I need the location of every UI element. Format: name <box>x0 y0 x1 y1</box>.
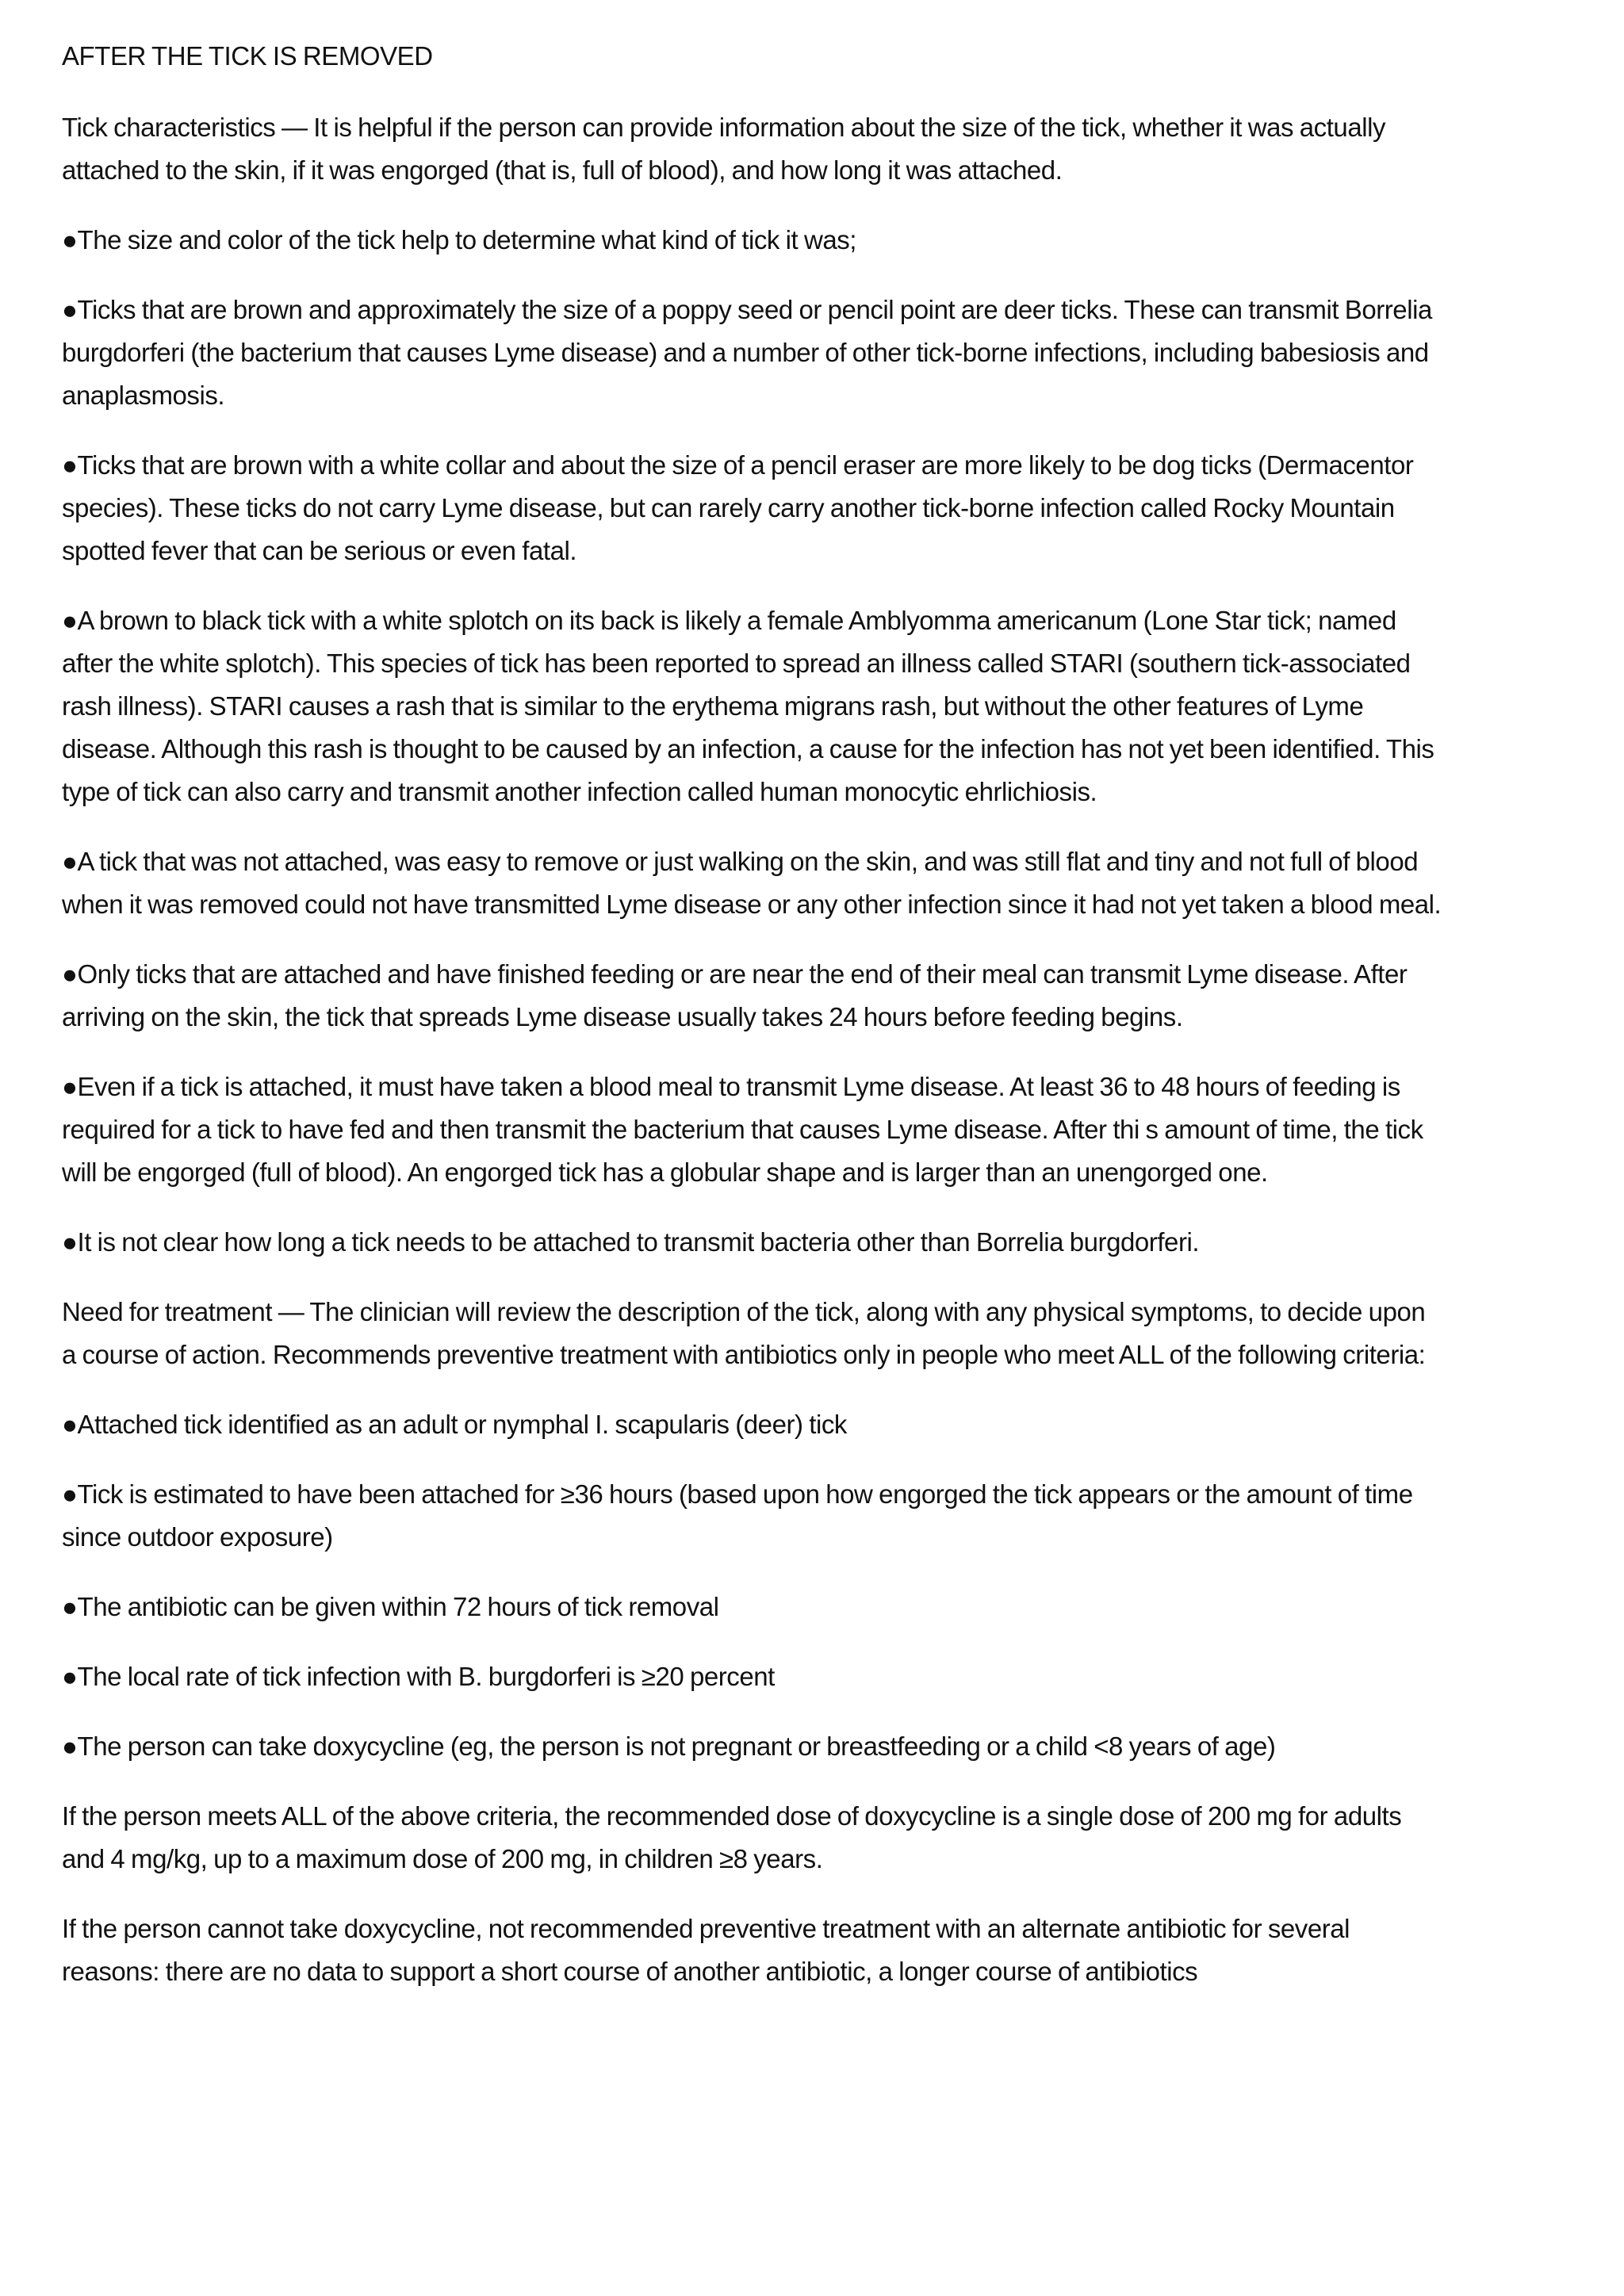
bullet-dog-ticks: ●Ticks that are brown with a white collar and about the size of a pencil eraser are more likely to be dog ticks (Dermacentor species). These ticks do not carry Lyme disease, but can rarely carry another tick-borne infection called Rocky Mountain spotted fever that can be serious or even fatal. <box>62 450 1414 565</box>
paragraph-recommended-dose: If the person meets ALL of the above criteria, the recommended dose of doxycycline is a single dose of 200 mg for adults and 4 mg/kg, up to a maximum dose of 200 mg, in children ≥8 years. <box>62 1801 1402 1873</box>
paragraph-need-for-treatment: Need for treatment — The clinician will review the description of the tick, along with any physical symptoms, to decide upon a course of action. Recommends preventive treatment with antibiotics only in people who meet ALL of the following criteria: <box>62 1297 1426 1369</box>
paragraph-tick-characteristics: Tick characteristics — It is helpful if the person can provide information about the size of the tick, whether it was actually attached to the skin, if it was engorged (that is, full of blood), and how long it was attached. <box>62 113 1386 185</box>
paragraph-alternate-antibiotic: If the person cannot take doxycycline, not recommended preventive treatment with an alternate antibiotic for several reasons: there are no data to support a short course of another antibiotic, a longer course of antibiotics <box>62 1914 1350 1986</box>
bullet-feeding-ticks: ●Only ticks that are attached and have finished feeding or are near the end of their meal can transmit Lyme disease. After arriving on the skin, the tick that spreads Lyme disease usually takes 24 hours before feeding begins. <box>62 959 1408 1031</box>
criteria-item: ●Attached tick identified as an adult or nymphal I. scapularis (deer) tick <box>62 1410 847 1439</box>
criteria-item: ●The local rate of tick infection with B. burgdorferi is ≥20 percent <box>62 1662 775 1691</box>
criteria-item: ●The antibiotic can be given within 72 hours of tick removal <box>62 1592 719 1621</box>
bullet-other-bacteria: ●It is not clear how long a tick needs to be attached to transmit bacteria other than Borrelia burgdorferi. <box>62 1227 1200 1257</box>
document-page <box>62 35 1442 2020</box>
criteria-item: ●Tick is estimated to have been attached for ≥36 hours (based upon how engorged the tick appears or the amount of time since outdoor exposure) <box>62 1479 1413 1552</box>
bullet-size-color: ●The size and color of the tick help to determine what kind of tick it was; <box>62 225 857 254</box>
bullet-deer-ticks: ●Ticks that are brown and approximately the size of a poppy seed or pencil point are deer ticks. These can transmit Borrelia burgdorferi (the bacterium that causes Lyme disease) and a number of other tick-borne infections, including babesiosis and anaplasmosis. <box>62 295 1432 410</box>
bullet-blood-meal: ●Even if a tick is attached, it must have taken a blood meal to transmit Lyme disease. At least 36 to 48 hours of feeding is required for a tick to have fed and then transmit the bacterium that causes Lyme disease. After thi s amount of time, the tick will be engorged (full of blood). An engorged tick has a globular shape and is larger than an unengorged one. <box>62 1072 1423 1187</box>
bullet-lone-star-tick: ●A brown to black tick with a white splotch on its back is likely a female Amblyomma americanum (Lone Star tick; named after the white splotch). This species of tick has been reported to spread an illness called STARI (southern tick-associated rash illness). STARI causes a rash that is similar to the erythema migrans rash, but without the other features of Lyme disease. Although this rash is thought to be caused by an infection, a cause for the infection has not yet been identified. This type of tick can also carry and transmit another infection called human monocytic ehrlichiosis. <box>62 606 1434 806</box>
section-heading: AFTER THE TICK IS REMOVED <box>62 41 433 71</box>
criteria-item: ●The person can take doxycycline (eg, the person is not pregnant or breastfeeding or a child <8 years of age) <box>62 1732 1276 1761</box>
bullet-not-attached: ●A tick that was not attached, was easy to remove or just walking on the skin, and was still flat and tiny and not full of blood when it was removed could not have transmitted Lyme disease or any other infection since it had not yet taken a blood meal. <box>62 847 1442 919</box>
